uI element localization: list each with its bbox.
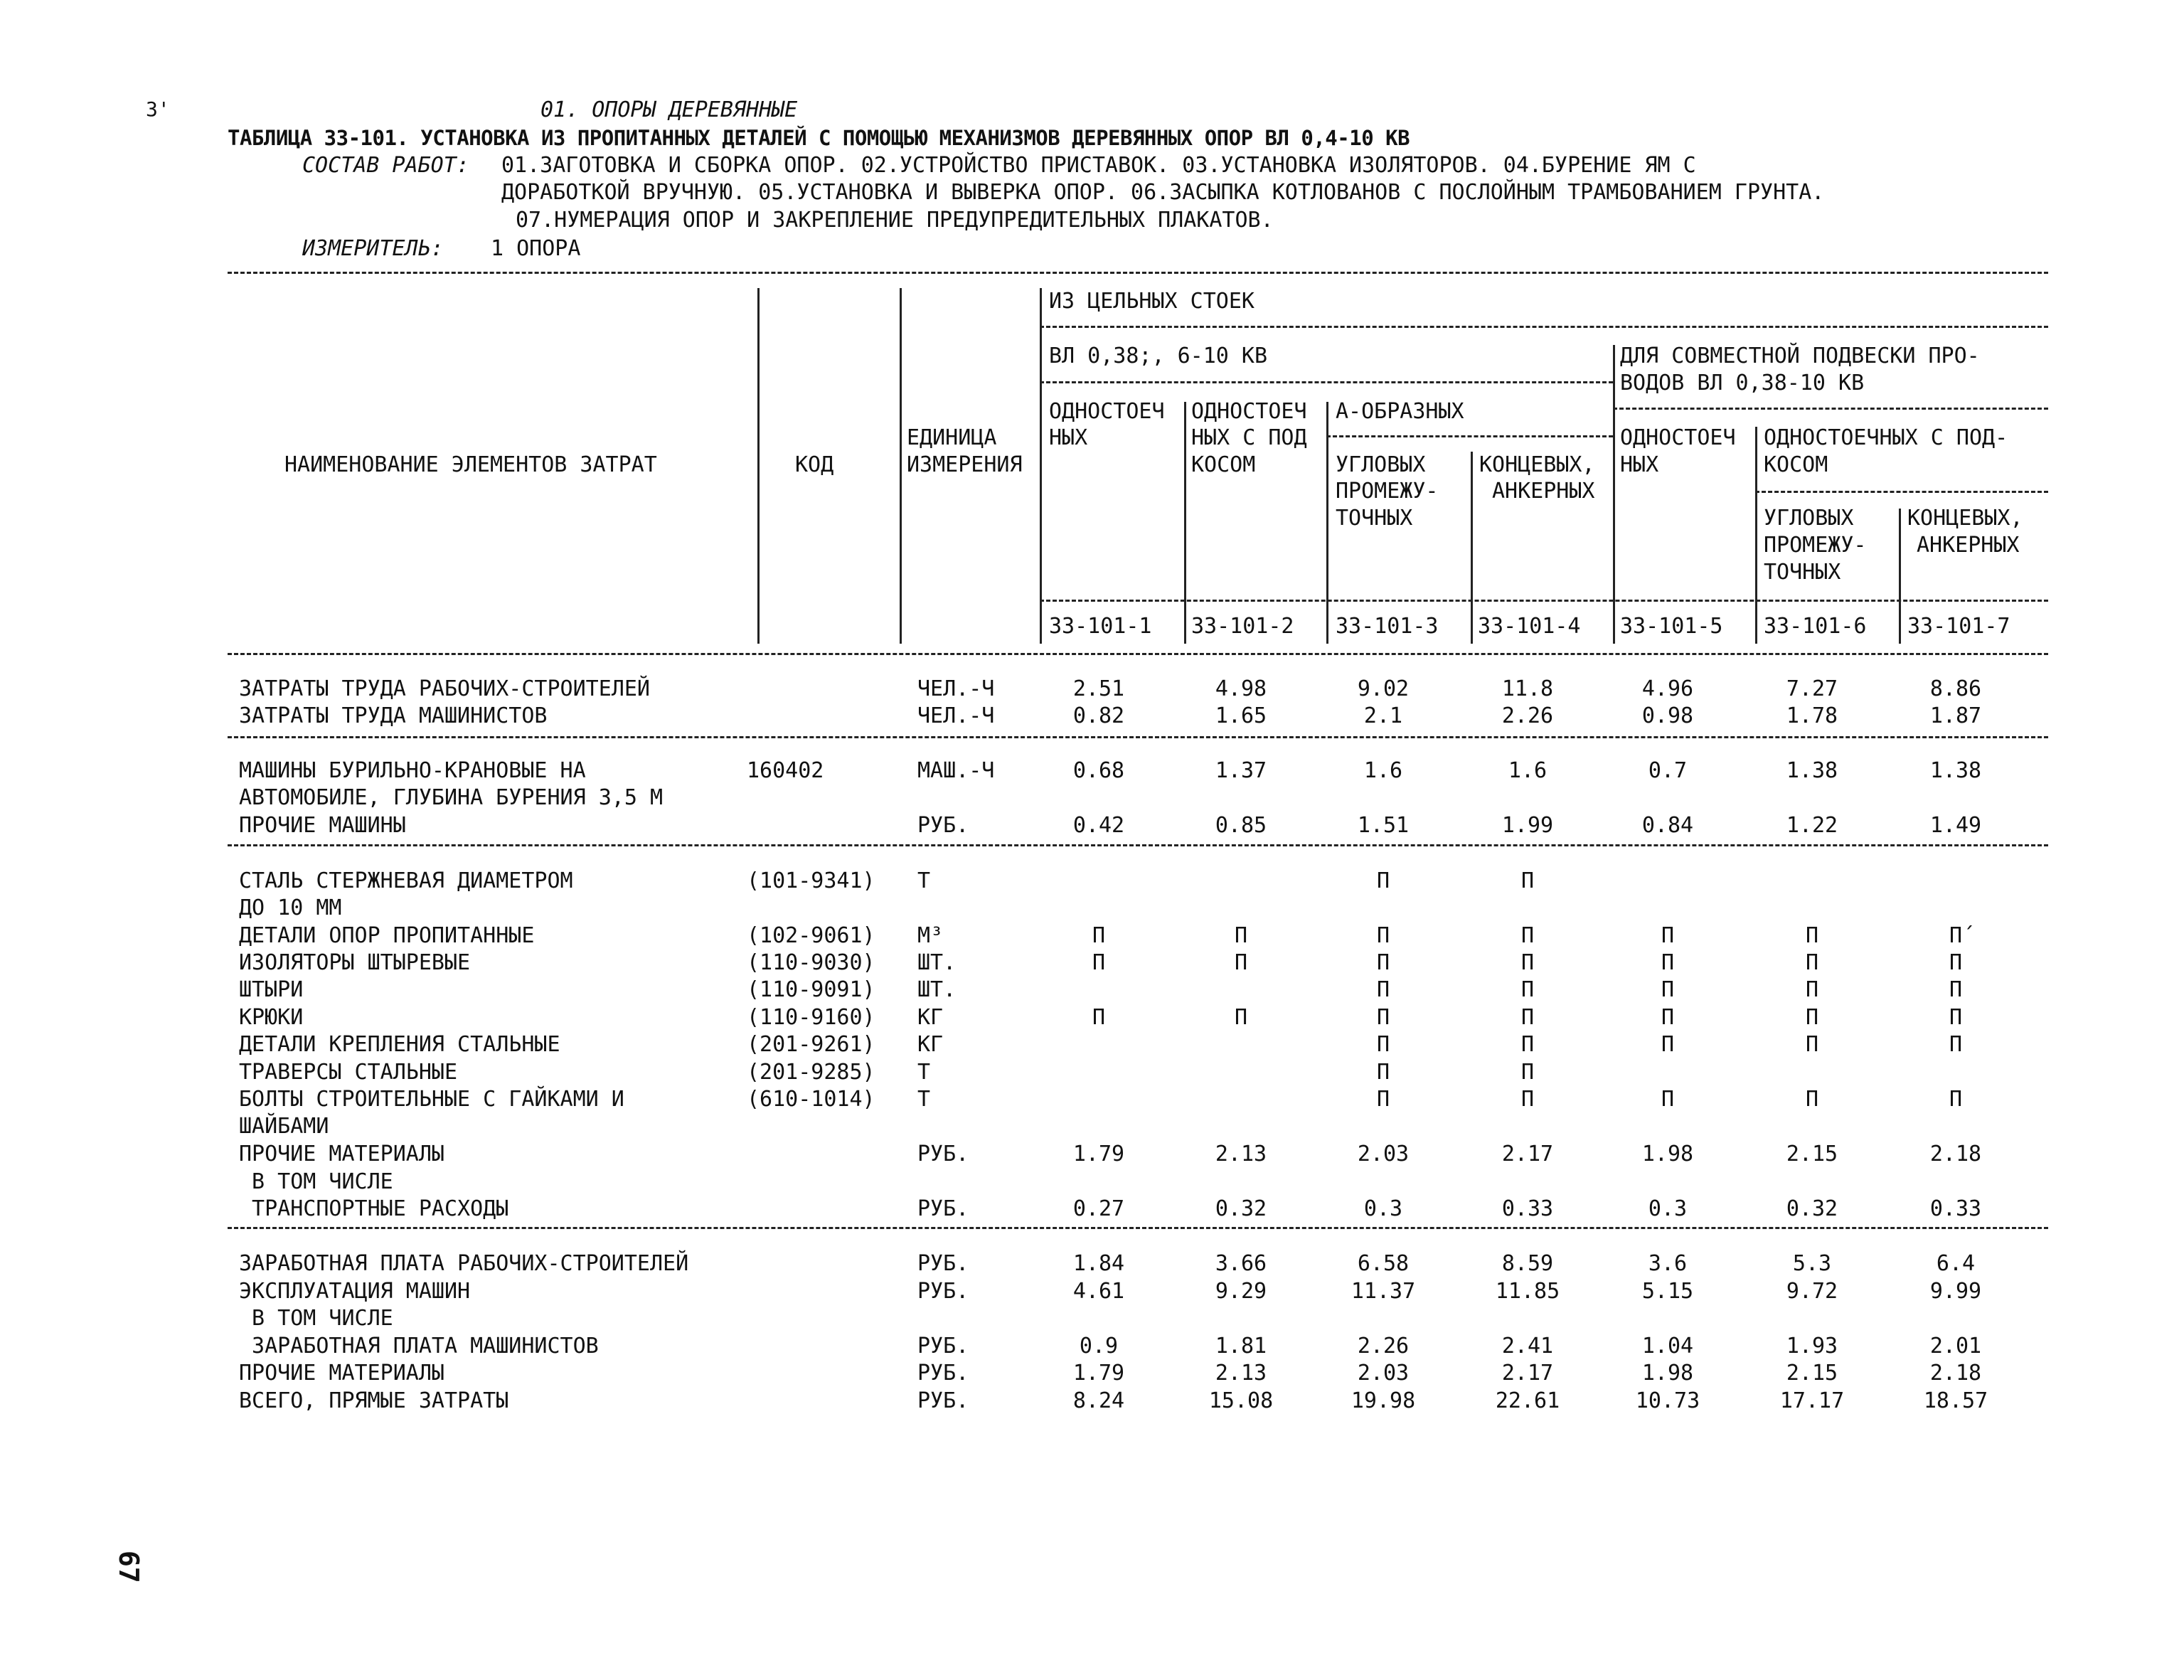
row-name: ШАЙБАМИ [239, 1114, 329, 1139]
row-value: П [1520, 1032, 1535, 1057]
row-unit: РУБ. [917, 1334, 969, 1359]
row-value: 1.49 [1929, 813, 1982, 838]
row-value: 8.24 [1072, 1388, 1125, 1413]
row-value: П [1376, 977, 1390, 1002]
code-cell: 33-101-1 [1049, 614, 1152, 639]
row-value: 2.17 [1501, 1142, 1554, 1166]
vline-c6c7 [1899, 509, 1901, 644]
hline-j-brace [1755, 491, 2048, 493]
composition-label: СОСТАВ РАБОТ: [302, 153, 469, 178]
row-unit: РУБ. [917, 1142, 969, 1166]
vline-c1c2 [1184, 402, 1186, 644]
j-angle-header-1: УГЛОВЫХ [1764, 506, 1854, 531]
j-single-header-2: НЫХ [1620, 452, 1659, 477]
row-name: СТАЛЬ СТЕРЖНЕВАЯ ДИАМЕТРОМ [239, 868, 573, 893]
row-code: (201-9285) [747, 1060, 875, 1085]
single-brace-header-1: ОДНОСТОЕЧ [1191, 399, 1307, 424]
row-value: 4.96 [1641, 676, 1694, 701]
row-code: 160402 [747, 758, 824, 783]
row-value: П [1376, 1087, 1390, 1112]
page-number: 67 [113, 1551, 144, 1583]
row-value: 0.33 [1929, 1196, 1982, 1221]
row-unit: РУБ. [917, 1361, 969, 1386]
row-value: 1.37 [1215, 758, 1267, 783]
row-value: 1.38 [1929, 758, 1982, 783]
row-value: П́ [1949, 923, 1963, 948]
row-name: ИЗОЛЯТОРЫ ШТЫРЕВЫЕ [239, 950, 471, 975]
row-value: 0.32 [1215, 1196, 1267, 1221]
row-value: 0.85 [1215, 813, 1267, 838]
group-joint-header-1: ДЛЯ СОВМЕСТНОЙ ПОДВЕСКИ ПРО- [1620, 344, 1980, 368]
row-unit: КГ [917, 1032, 944, 1057]
row-unit: РУБ. [917, 1251, 969, 1276]
row-value: 2.15 [1786, 1361, 1838, 1386]
row-unit: ЧЕЛ.-Ч [917, 703, 995, 728]
col-unit-header-2: ИЗМЕРЕНИЯ [907, 452, 1023, 477]
row-value: 2.15 [1786, 1142, 1838, 1166]
row-value: П [1949, 950, 1963, 975]
row-unit: М³ [917, 923, 944, 948]
row-name: ЗАТРАТЫ ТРУДА РАБОЧИХ-СТРОИТЕЛЕЙ [239, 676, 650, 701]
vline-c4c5 [1613, 345, 1615, 644]
row-value: П [1661, 950, 1675, 975]
vline-c2c3 [1326, 402, 1328, 644]
row-value: П [1661, 1005, 1675, 1030]
code-cell: 33-101-6 [1764, 614, 1867, 639]
row-code: (201-9261) [747, 1032, 875, 1057]
row-value: 2.26 [1501, 703, 1554, 728]
rule-top [228, 272, 2048, 274]
angle-header-3: ТОЧНЫХ [1336, 506, 1413, 531]
row-unit: МАШ.-Ч [917, 758, 995, 783]
composition-line-3: 07.НУМЕРАЦИЯ ОПОР И ЗАКРЕПЛЕНИЕ ПРЕДУПРЕДИТЕЛЬНЫХ ПЛАКАТОВ. [516, 208, 1274, 233]
row-value: 1.65 [1215, 703, 1267, 728]
row-value: 4.61 [1072, 1279, 1125, 1304]
col-name-header: НАИМЕНОВАНИЕ ЭЛЕМЕНТОВ ЗАТРАТ [284, 452, 657, 477]
row-value: 1.98 [1641, 1361, 1694, 1386]
row-name: ТРАВЕРСЫ СТАЛЬНЫЕ [239, 1060, 458, 1085]
row-value: П [1805, 923, 1819, 948]
row-value: 11.8 [1501, 676, 1554, 701]
row-value: П [1234, 1005, 1248, 1030]
row-unit: Т [917, 1087, 931, 1112]
row-value: 22.61 [1495, 1388, 1560, 1413]
row-value: 1.79 [1072, 1361, 1125, 1386]
corner-mark: 3' [146, 97, 170, 121]
row-value: 1.81 [1215, 1334, 1267, 1359]
hline-main-group [1040, 326, 2048, 328]
row-value: 11.85 [1495, 1279, 1560, 1304]
row-name: ТРАНСПОРТНЫЕ РАСХОДЫ [239, 1196, 509, 1221]
row-value: 1.51 [1357, 813, 1410, 838]
row-unit: ЧЕЛ.-Ч [917, 676, 995, 701]
row-value: 2.13 [1215, 1142, 1267, 1166]
code-cell: 33-101-5 [1620, 614, 1723, 639]
row-value: П [1805, 1087, 1819, 1112]
measure-value: 1 ОПОРА [491, 236, 581, 261]
row-unit: ШТ. [917, 977, 957, 1002]
row-value: 3.66 [1215, 1251, 1267, 1276]
row-name: ЭКСПЛУАТАЦИЯ МАШИН [239, 1279, 471, 1304]
row-value: 1.6 [1363, 758, 1403, 783]
measure-label: ИЗМЕРИТЕЛЬ: [302, 236, 444, 261]
row-value: 0.84 [1641, 813, 1694, 838]
j-brace-header-1: ОДНОСТОЕЧНЫХ С ПОД- [1764, 425, 2008, 450]
row-value: 9.99 [1929, 1279, 1982, 1304]
row-value: 0.27 [1072, 1196, 1125, 1221]
row-unit: КГ [917, 1005, 944, 1030]
code-cell: 33-101-2 [1191, 614, 1294, 639]
row-name: В ТОМ ЧИСЛЕ [239, 1306, 393, 1331]
row-value: П [1520, 950, 1535, 975]
row-value: П [1376, 1060, 1390, 1085]
single-brace-header-3: КОСОМ [1191, 452, 1256, 477]
code-cell: 33-101-3 [1336, 614, 1439, 639]
angle-header-2: ПРОМЕЖУ- [1336, 479, 1439, 504]
row-value: П [1092, 1005, 1106, 1030]
row-value: П [1661, 1087, 1675, 1112]
row-name: ЗАРАБОТНАЯ ПЛАТА МАШИНИСТОВ [239, 1334, 599, 1359]
section-title: 01. ОПОРЫ ДЕРЕВЯННЫЕ [540, 97, 798, 122]
row-value: 2.26 [1357, 1334, 1410, 1359]
row-value: 2.17 [1501, 1361, 1554, 1386]
row-value: 1.93 [1786, 1334, 1838, 1359]
code-cell: 33-101-4 [1478, 614, 1581, 639]
col-unit-header-1: ЕДИНИЦА [907, 425, 997, 450]
row-value: 18.57 [1923, 1388, 1988, 1413]
row-value: П [1520, 1005, 1535, 1030]
rule-section-1 [228, 736, 2048, 738]
j-brace-header-2: КОСОМ [1764, 452, 1828, 477]
composition-line-1: 01.ЗАГОТОВКА И СБОРКА ОПОР. 02.УСТРОЙСТВО ПРИСТАВОК. 03.УСТАНОВКА ИЗОЛЯТОРОВ. 04.БУРЕНИЕ ЯМ С [501, 153, 1696, 178]
row-value: 2.03 [1357, 1361, 1410, 1386]
vline-code-unit [900, 288, 902, 644]
row-value: П [1376, 1005, 1390, 1030]
row-value: П [1805, 1032, 1819, 1057]
row-unit: Т [917, 868, 931, 893]
single-brace-header-2: НЫХ С ПОД [1191, 425, 1307, 450]
row-value: 6.4 [1936, 1251, 1976, 1276]
row-name: ПРОЧИЕ МАТЕРИАЛЫ [239, 1142, 444, 1166]
col-code-header: КОД [795, 452, 834, 477]
j-end-header-2: АНКЕРНЫХ [1917, 533, 2020, 558]
row-name: ЗАТРАТЫ ТРУДА МАШИНИСТОВ [239, 703, 548, 728]
row-value: 1.38 [1786, 758, 1838, 783]
row-value: П [1805, 977, 1819, 1002]
row-value: 10.73 [1635, 1388, 1700, 1413]
row-value: 1.04 [1641, 1334, 1694, 1359]
single-header-1: ОДНОСТОЕЧ [1049, 399, 1165, 424]
row-value: П [1949, 1032, 1963, 1057]
row-value: 0.9 [1079, 1334, 1119, 1359]
group-joint-header-2: ВОДОВ ВЛ 0,38-10 КВ [1620, 371, 1865, 395]
row-value: П [1234, 923, 1248, 948]
row-value: П [1520, 1060, 1535, 1085]
row-value: П [1092, 923, 1106, 948]
row-value: 0.7 [1648, 758, 1688, 783]
row-value: 1.79 [1072, 1142, 1125, 1166]
vline-unit-data [1040, 288, 1042, 644]
row-code: (102-9061) [747, 923, 875, 948]
row-code: (610-1014) [747, 1087, 875, 1112]
row-name: МАШИНЫ БУРИЛЬНО-КРАНОВЫЕ НА [239, 758, 586, 783]
row-value: 5.15 [1641, 1279, 1694, 1304]
single-header-2: НЫХ [1049, 425, 1088, 450]
row-value: 1.22 [1786, 813, 1838, 838]
row-value: П [1805, 1005, 1819, 1030]
row-value: 17.17 [1779, 1388, 1845, 1413]
row-name: АВТОМОБИЛЕ, ГЛУБИНА БУРЕНИЯ 3,5 М [239, 785, 664, 810]
row-name: ДЕТАЛИ ОПОР ПРОПИТАННЫЕ [239, 923, 535, 948]
row-value: П [1661, 977, 1675, 1002]
row-unit: Т [917, 1060, 931, 1085]
row-unit: РУБ. [917, 1279, 969, 1304]
end-header-1: КОНЦЕВЫХ, [1479, 452, 1595, 477]
row-value: 3.6 [1648, 1251, 1688, 1276]
row-value: 9.29 [1215, 1279, 1267, 1304]
row-value: П [1520, 923, 1535, 948]
row-value: 4.98 [1215, 676, 1267, 701]
hline-vl-group [1040, 381, 1613, 383]
hline-joint-group [1613, 408, 2048, 410]
row-value: 1.87 [1929, 703, 1982, 728]
j-angle-header-2: ПРОМЕЖУ- [1764, 533, 1867, 558]
row-unit: РУБ. [917, 813, 969, 838]
row-code: (110-9160) [747, 1005, 875, 1030]
hline-a-shaped [1326, 435, 1613, 437]
row-name: В ТОМ ЧИСЛЕ [239, 1169, 393, 1194]
row-value: 2.41 [1501, 1334, 1554, 1359]
rule-head-bottom [228, 653, 2048, 655]
group-main-header: ИЗ ЦЕЛЬНЫХ СТОЕК [1049, 289, 1255, 314]
vline-c3c4 [1471, 452, 1473, 644]
row-value: 0.33 [1501, 1196, 1554, 1221]
row-value: 2.51 [1072, 676, 1125, 701]
row-value: 9.72 [1786, 1279, 1838, 1304]
row-value: 1.6 [1508, 758, 1548, 783]
row-value: П [1520, 868, 1535, 893]
row-unit: РУБ. [917, 1388, 969, 1413]
row-code: (101-9341) [747, 868, 875, 893]
row-value: 11.37 [1351, 1279, 1416, 1304]
row-value: 0.3 [1363, 1196, 1403, 1221]
rule-section-2 [228, 844, 2048, 846]
row-value: П [1092, 950, 1106, 975]
row-unit: ШТ. [917, 950, 957, 975]
group-vl-header: ВЛ 0,38;, 6-10 КВ [1049, 344, 1268, 368]
row-value: П [1234, 950, 1248, 975]
row-value: П [1805, 950, 1819, 975]
end-header-2: АНКЕРНЫХ [1492, 479, 1595, 504]
row-value: П [1949, 977, 1963, 1002]
row-value: 6.58 [1357, 1251, 1410, 1276]
row-name: ДО 10 ММ [239, 895, 342, 920]
row-value: 2.18 [1929, 1361, 1982, 1386]
row-value: 5.3 [1792, 1251, 1832, 1276]
row-value: 8.59 [1501, 1251, 1554, 1276]
row-value: П [1376, 1032, 1390, 1057]
code-cell: 33-101-7 [1907, 614, 2010, 639]
row-name: ДЕТАЛИ КРЕПЛЕНИЯ СТАЛЬНЫЕ [239, 1032, 560, 1057]
a-shaped-header: А-ОБРАЗНЫХ [1336, 399, 1464, 424]
hline-codes [1040, 600, 2048, 602]
row-value: П [1661, 923, 1675, 948]
row-value: П [1376, 868, 1390, 893]
row-value: П [1376, 950, 1390, 975]
row-name: КРЮКИ [239, 1005, 304, 1030]
row-code: (110-9030) [747, 950, 875, 975]
row-name: ВСЕГО, ПРЯМЫЕ ЗАТРАТЫ [239, 1388, 509, 1413]
row-value: 7.27 [1786, 676, 1838, 701]
row-value: 1.84 [1072, 1251, 1125, 1276]
vline-c5c6 [1755, 427, 1757, 644]
row-value: 1.98 [1641, 1142, 1694, 1166]
rule-section-3 [228, 1227, 2048, 1229]
j-end-header-1: КОНЦЕВЫХ, [1907, 506, 2023, 531]
row-value: П [1949, 1005, 1963, 1030]
row-name: ШТЫРИ [239, 977, 304, 1002]
row-name: ЗАРАБОТНАЯ ПЛАТА РАБОЧИХ-СТРОИТЕЛЕЙ [239, 1251, 689, 1276]
row-value: 0.42 [1072, 813, 1125, 838]
row-name: ПРОЧИЕ МАШИНЫ [239, 813, 406, 838]
row-name: ПРОЧИЕ МАТЕРИАЛЫ [239, 1361, 444, 1386]
row-value: 2.1 [1363, 703, 1403, 728]
row-value: 1.99 [1501, 813, 1554, 838]
row-value: 0.98 [1641, 703, 1694, 728]
row-value: 15.08 [1208, 1388, 1274, 1413]
j-angle-header-3: ТОЧНЫХ [1764, 560, 1841, 585]
row-value: П [1661, 1032, 1675, 1057]
table-title: ТАБЛИЦА 33-101. УСТАНОВКА ИЗ ПРОПИТАННЫХ ДЕТАЛЕЙ С ПОМОЩЬЮ МЕХАНИЗМОВ ДЕРЕВЯННЫХ ОПОР ВЛ 0,4-10 КВ [228, 126, 1410, 150]
row-name: БОЛТЫ СТРОИТЕЛЬНЫЕ С ГАЙКАМИ И [239, 1087, 624, 1112]
row-value: 0.68 [1072, 758, 1125, 783]
row-value: 2.01 [1929, 1334, 1982, 1359]
row-unit: РУБ. [917, 1196, 969, 1221]
j-single-header-1: ОДНОСТОЕЧ [1620, 425, 1736, 450]
row-value: 0.32 [1786, 1196, 1838, 1221]
row-value: П [1376, 923, 1390, 948]
vline-name-code [757, 288, 760, 644]
row-value: 2.13 [1215, 1361, 1267, 1386]
row-value: П [1520, 1087, 1535, 1112]
row-value: 9.02 [1357, 676, 1410, 701]
composition-line-2: ДОРАБОТКОЙ ВРУЧНУЮ. 05.УСТАНОВКА И ВЫВЕРКА ОПОР. 06.ЗАСЫПКА КОТЛОВАНОВ С ПОСЛОЙНЫМ ТРАМБОВАНИЕМ ГРУНТА. [501, 180, 1825, 205]
row-value: 2.18 [1929, 1142, 1982, 1166]
row-value: 19.98 [1351, 1388, 1416, 1413]
row-value: П [1949, 1087, 1963, 1112]
row-value: 2.03 [1357, 1142, 1410, 1166]
row-code: (110-9091) [747, 977, 875, 1002]
row-value: 0.3 [1648, 1196, 1688, 1221]
row-value: 8.86 [1929, 676, 1982, 701]
row-value: 1.78 [1786, 703, 1838, 728]
row-value: П [1520, 977, 1535, 1002]
row-value: 0.82 [1072, 703, 1125, 728]
angle-header-1: УГЛОВЫХ [1336, 452, 1426, 477]
